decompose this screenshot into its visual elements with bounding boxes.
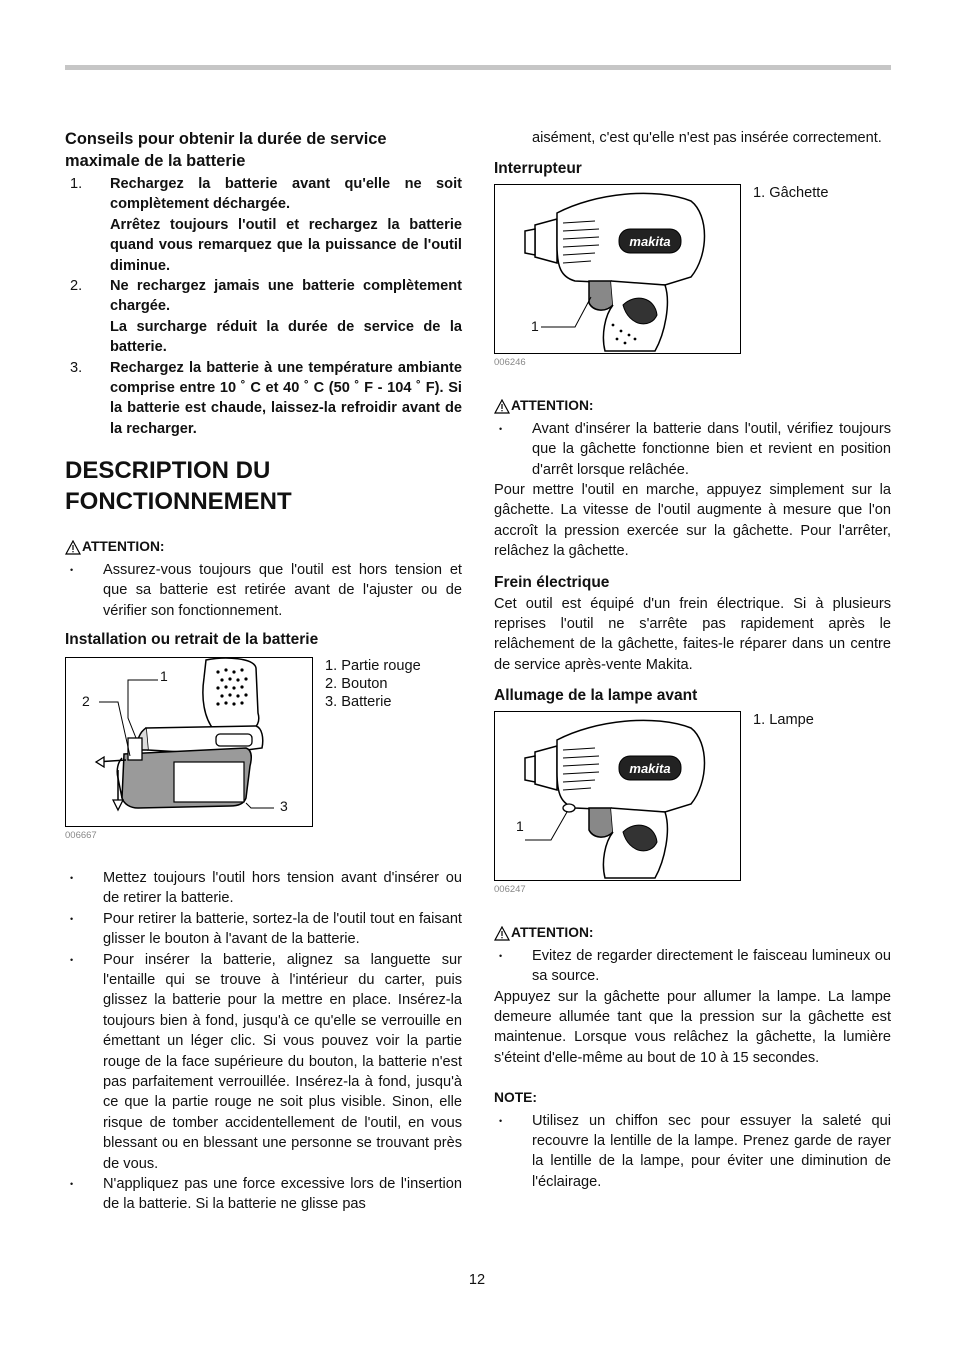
lamp-callout: 1 (516, 818, 524, 835)
lamp-text: Appuyez sur la gâchette pour allumer la lampe. La lampe demeure allumée tant que la pression sur la gâchette est maintenue. Lorsque vous relâchez la gâchette, la lumière s'éteint d'elle-même au bout de 10 à 15 secondes. (494, 988, 891, 1066)
install-bullet-1: • Mettez toujours l'outil hors tension avant d'insérer ou de retirer la batterie. (70, 869, 462, 907)
callout-3: 3 (280, 797, 288, 814)
battery-tips-list (65, 174, 462, 439)
install-bullet-3: • Pour insérer la batterie, alignez sa languette sur l'entaille qui se trouve à l'intérieur du carter, puis glissez la batterie pour la mettre en place. Insérez-la toujours bien à fond, jusqu'à ce qu'elle se verrouille en émettant un léger clic. Si vous pouvez voir la partie rouge de la face supérieure du bouton, la batterie n'est pas parfaitement verrouillée. Insérez-la à fond, jusqu'à ce que la partie rouge ne soit plus visible. Sinon, elle risque de tomber accidentellement de l'outil, en vous blessant ou en blessant une personne se trouvant près de vous. (70, 951, 462, 1172)
figure-battery (65, 657, 462, 842)
switch-attention-bullet: • Avant d'insérer la batterie dans l'outil, vérifiez toujours que la gâchette fonctionne bien et revient en position d'arrêt lorsque relâchée. (499, 420, 891, 478)
figure-lamp-caption: 1. Lampe (753, 712, 814, 729)
callout-2: 2 (82, 692, 90, 709)
battery-tips-title: Conseils pour obtenir la durée de service maximale de la batterie (65, 130, 387, 170)
lamp-attention-bullet: • Evitez de regarder directement le faisceau lumineux ou sa source. (499, 947, 891, 985)
lamp-attention-heading: ATTENTION: (494, 923, 891, 943)
continued-text: aisément, c'est qu'elle n'est pas insérée correctement. (532, 130, 882, 146)
switch-text: Pour mettre l'outil en marche, appuyez simplement sur la gâchette. La vitesse de l'outil augmente à mesure que l'on accroît la pression exercée sur la gâchette. Pour l'arrêter, relâchez la gâchette. (494, 482, 891, 560)
figure-lamp-id: 006247 (494, 884, 526, 896)
lamp-title: Allumage de la lampe avant (494, 687, 698, 705)
figure-trigger-caption: 1. Gâchette (753, 185, 829, 202)
makita-logo: makita (629, 234, 671, 250)
install-bullet-4: • N'appliquez pas une force excessive lors de l'insertion de la batterie. Si la batterie ne glisse pas (70, 1176, 462, 1213)
figure-battery-captions: 1. Partie rouge 2. Bouton 3. Batterie (325, 657, 421, 710)
right-column (494, 128, 891, 1192)
battery-illustration (66, 658, 311, 825)
header-rule (65, 65, 891, 70)
figure-lamp-image (494, 711, 741, 881)
figure-id: 006667 (65, 829, 97, 841)
makita-logo: makita (629, 761, 671, 777)
callout-1: 1 (160, 667, 168, 684)
tip-item-2: 2. Ne rechargez jamais une batterie complètement chargée. La surcharge réduit la durée de service de la batterie. (70, 278, 462, 356)
tip-item-1: 1. Rechargez la batterie avant qu'elle ne soit complètement déchargée. Arrêtez toujours l'outil et rechargez la batterie quand vous remarquez que la puissance de l'outil diminue. (70, 176, 462, 274)
figure-lamp (494, 711, 891, 896)
trigger-callout: 1 (531, 318, 539, 335)
switch-title: Interrupteur (494, 160, 582, 178)
warning-triangle-icon (494, 926, 510, 941)
section-title: DESCRIPTION DU FONCTIONNEMENT (65, 457, 292, 516)
note-bullet: • Utilisez un chiffon sec pour essuyer la saleté qui recouvre la lentille de la lampe. Prenez garde de rayer la lentille de la lampe, pour éviter une diminution de l'éclairage. (499, 1112, 891, 1190)
warning-triangle-icon (494, 399, 510, 414)
warning-triangle-icon (65, 540, 81, 555)
tip-item-3: 3. Rechargez la batterie à une température ambiante comprise entre 10 ˚ C et 40 ˚ C (50 ˚ F - 104 ˚ F). Si la batterie est chaude, laissez-la refroidir avant de la recharger. (70, 359, 462, 437)
brake-title: Frein électrique (494, 573, 610, 591)
figure-trigger-id: 006246 (494, 357, 526, 369)
install-title: Installation ou retrait de la batterie (65, 630, 319, 648)
brake-text: Cet outil est équipé d'un frein électrique. Si à plusieurs reprises l'outil ne s'arrête pas rapidement après le relâchement de la gâchette, faites-le réparer dans un centre de service après-vente Makita. (494, 595, 891, 673)
figure-trigger (494, 184, 891, 369)
install-bullet-2: • Pour retirer la batterie, sortez-la de l'outil tout en faisant glisser le bouton à l'avant de la batterie. (70, 910, 462, 948)
switch-attention-heading: ATTENTION: (494, 396, 891, 416)
figure-trigger-image (494, 184, 741, 354)
attention-heading: ATTENTION: (65, 537, 462, 557)
tool-illustration-lamp (495, 712, 739, 879)
page-number: 12 (468, 1272, 486, 1288)
figure-battery-image (65, 657, 313, 827)
install-bullets (65, 868, 462, 1215)
attention-bullet: • Assurez-vous toujours que l'outil est hors tension et que sa batterie est retirée avant de l'ajuster ou de vérifier son fonctionnement. (70, 561, 462, 619)
left-column (65, 128, 462, 1215)
note-heading: NOTE: (494, 1090, 537, 1106)
